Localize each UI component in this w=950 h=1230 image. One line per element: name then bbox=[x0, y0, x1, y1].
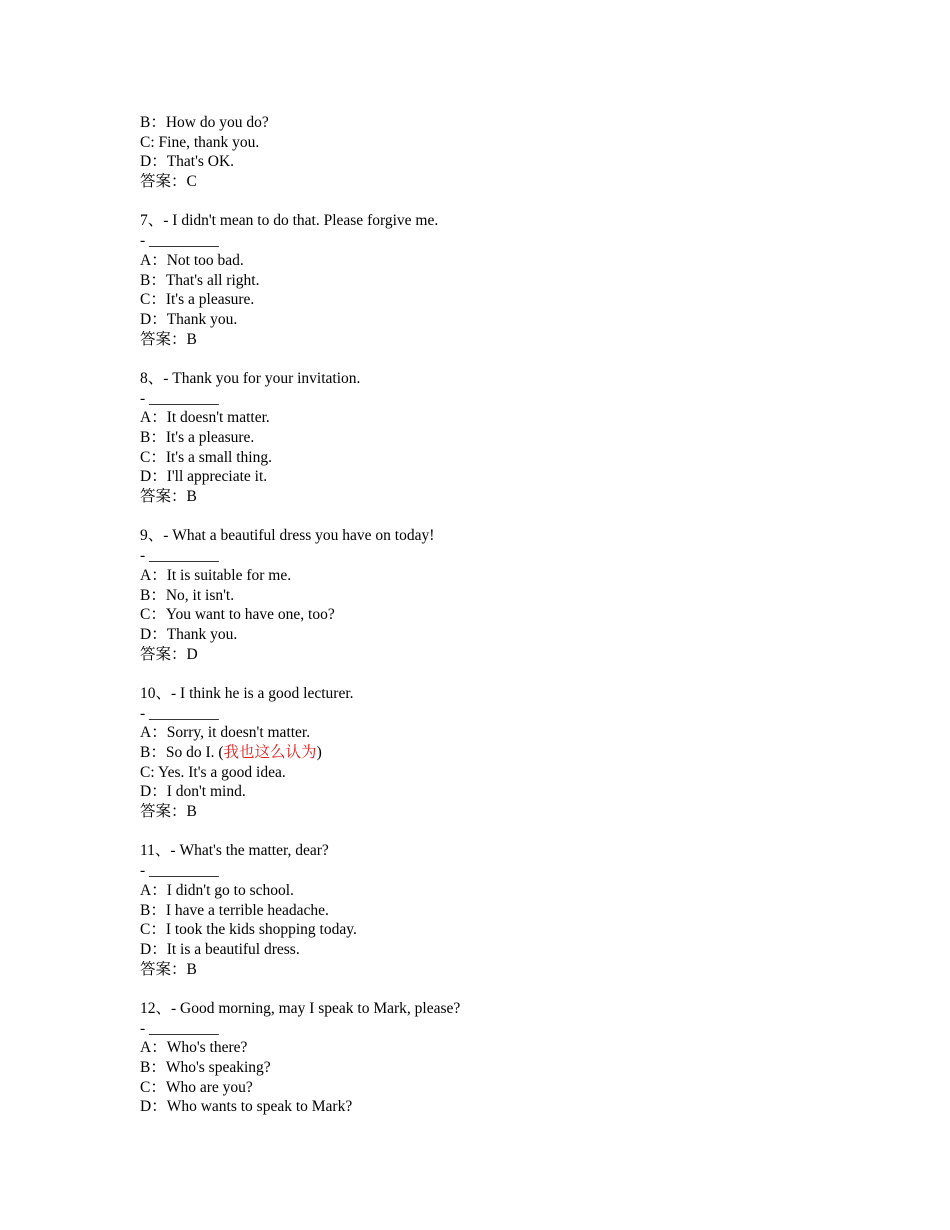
question-6-fragment bbox=[140, 113, 840, 192]
answer-blank: - _________ bbox=[140, 547, 219, 565]
option-d: D：Thank you. bbox=[140, 310, 238, 328]
option-c: C: Yes. It's a good idea. bbox=[140, 763, 286, 781]
answer: 答案：B bbox=[140, 803, 197, 821]
chinese-translation-note: 我也这么认为 bbox=[223, 744, 317, 761]
question-12 bbox=[140, 999, 840, 1117]
option-d: D：I'll appreciate it. bbox=[140, 468, 268, 486]
question-11 bbox=[140, 841, 840, 979]
question-stem: 7、- I didn't mean to do that. Please forgive me. bbox=[140, 212, 439, 230]
question-10 bbox=[140, 684, 840, 822]
question-stem: 11、- What's the matter, dear? bbox=[140, 842, 329, 860]
option-a: A：I didn't go to school. bbox=[140, 881, 294, 899]
option-c: C：It's a pleasure. bbox=[140, 291, 255, 309]
option-c: C：Who are you? bbox=[140, 1078, 253, 1096]
document-page bbox=[140, 113, 840, 1117]
answer: 答案：B bbox=[140, 960, 197, 978]
option-b-text: B：So do I. ( bbox=[140, 744, 224, 761]
answer-blank: - _________ bbox=[140, 862, 219, 880]
option-b: B：That's all right. bbox=[140, 271, 260, 289]
question-stem: 8、- Thank you for your invitation. bbox=[140, 369, 361, 387]
answer: 答案：D bbox=[140, 645, 198, 663]
option-b: B：Who's speaking? bbox=[140, 1059, 271, 1076]
option-d: D：That's OK. bbox=[140, 153, 235, 171]
option-d: D：I don't mind. bbox=[140, 783, 246, 801]
answer: 答案：B bbox=[140, 488, 197, 506]
option-a: A：Who's there? bbox=[140, 1039, 248, 1057]
question-stem: 9、- What a beautiful dress you have on today! bbox=[140, 527, 435, 545]
option-c: C：I took the kids shopping today. bbox=[140, 921, 357, 939]
answer-blank: - _________ bbox=[140, 389, 219, 407]
question-8 bbox=[140, 369, 840, 507]
option-c: C: Fine, thank you. bbox=[140, 133, 260, 151]
option-c: C：It's a small thing. bbox=[140, 448, 272, 466]
option-c: C：You want to have one, too? bbox=[140, 606, 335, 624]
option-b: B：It's a pleasure. bbox=[140, 429, 255, 446]
option-a: A：Not too bad. bbox=[140, 251, 244, 269]
option-d: D：It is a beautiful dress. bbox=[140, 940, 300, 958]
question-stem: 12、- Good morning, may I speak to Mark, please? bbox=[140, 999, 461, 1017]
option-b: B：I have a terrible headache. bbox=[140, 901, 329, 919]
question-stem: 10、- I think he is a good lecturer. bbox=[140, 684, 354, 702]
option-a: A：Sorry, it doesn't matter. bbox=[140, 724, 311, 742]
answer-blank: - _________ bbox=[140, 232, 219, 250]
option-b: B：How do you do? bbox=[140, 114, 269, 131]
option-b-close-paren: ) bbox=[316, 744, 322, 761]
option-a: A：It doesn't matter. bbox=[140, 409, 270, 427]
option-d: D：Who wants to speak to Mark? bbox=[140, 1098, 353, 1116]
answer-blank: - _________ bbox=[140, 704, 219, 722]
answer-blank: - _________ bbox=[140, 1019, 219, 1037]
option-b bbox=[140, 743, 840, 763]
answer: 答案：C bbox=[140, 173, 197, 191]
answer: 答案：B bbox=[140, 330, 197, 348]
question-9 bbox=[140, 526, 840, 664]
option-a: A：It is suitable for me. bbox=[140, 566, 292, 584]
option-d: D：Thank you. bbox=[140, 625, 238, 643]
question-7 bbox=[140, 211, 840, 349]
option-b: B：No, it isn't. bbox=[140, 586, 235, 604]
